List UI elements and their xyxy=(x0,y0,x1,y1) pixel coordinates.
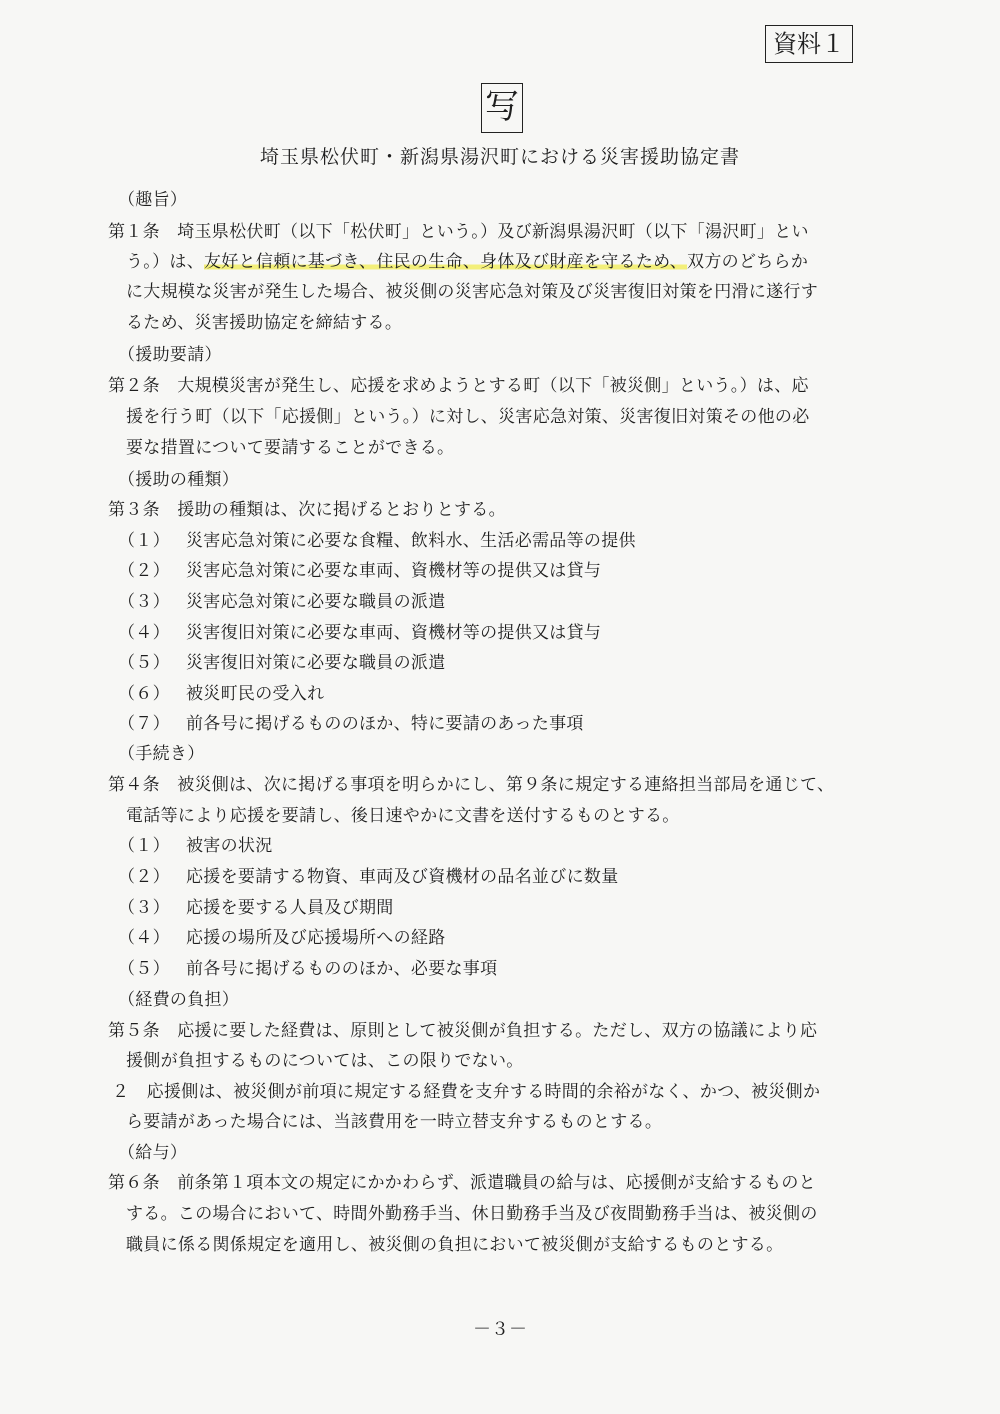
list-item-text: 被害の状況 xyxy=(186,836,273,856)
list-item-number: （２） xyxy=(118,561,170,581)
article-3-caption: （援助の種類） xyxy=(118,470,240,490)
article-1-line: るため、災害援助協定を締結する。 xyxy=(126,313,403,333)
list-item-text: 応援の場所及び応援場所への経路 xyxy=(186,928,446,948)
document-title: 埼玉県松伏町・新潟県湯沢町における災害援助協定書 xyxy=(259,146,740,168)
article-5-line: 援側が負担するものについては、この限りでない。 xyxy=(126,1051,524,1071)
article-2-line: 要な措置について要請することができる。 xyxy=(126,438,455,458)
list-item-text: 災害応急対策に必要な車両、資機材等の提供又は貸与 xyxy=(186,561,602,581)
list-item-text: 前各号に掲げるもののほか、必要な事項 xyxy=(186,959,498,979)
list-item-text: 被災町民の受入れ xyxy=(186,684,325,704)
article-3-line: 第３条 援助の種類は、次に掲げるとおりとする。 xyxy=(108,500,506,520)
list-item-text: 応援を要請する物資、車両及び資機材の品名並びに数量 xyxy=(186,867,619,887)
list-item-number: （１） xyxy=(118,836,170,856)
article-1-caption: （趣旨） xyxy=(118,190,188,210)
list-item-number: （５） xyxy=(118,959,170,979)
article-5-caption: （経費の負担） xyxy=(118,990,240,1010)
document-label-stamp: 資料１ xyxy=(765,25,853,63)
article-1-line: 第１条 埼玉県松伏町（以下「松伏町」という。）及び新潟県湯沢町（以下「湯沢町」とい xyxy=(108,222,809,242)
article-2-caption: （援助要請） xyxy=(118,345,222,365)
list-item-number: （３） xyxy=(118,592,170,612)
article-2-line: 第２条 大規模災害が発生し、応援を求めようとする町（以下「被災側」という。）は、応 xyxy=(108,376,809,396)
article-6-line: 職員に係る関係規定を適用し、被災側の負担において被災側が支給するものとする。 xyxy=(126,1235,784,1255)
article-1-line: に大規模な災害が発生した場合、被災側の災害応急対策及び災害復旧対策を円滑に遂行す xyxy=(126,282,818,302)
article-1-text: う。）は、 xyxy=(126,252,204,272)
list-item-number: （５） xyxy=(118,653,170,673)
page-number: －３－ xyxy=(473,1319,527,1340)
article-6-line: する。この場合において、時間外勤務手当、休日勤務手当及び夜間勤務手当は、被災側の xyxy=(126,1204,818,1224)
article-4-line: 電話等により応援を要請し、後日速やかに文書を送付するものとする。 xyxy=(126,806,680,826)
article-1-line xyxy=(126,247,808,272)
highlighted-text: 友好と信頼に基づき、住民の生命、身体及び財産を守るため、 xyxy=(204,252,688,272)
article-1-text: 双方のどちらか xyxy=(687,252,809,272)
list-item-text: 災害応急対策に必要な食糧、飲料水、生活必需品等の提供 xyxy=(186,531,636,551)
article-4-line: 第４条 被災側は、次に掲げる事項を明らかにし、第９条に規定する連絡担当部局を通じて、 xyxy=(108,775,835,795)
article-2-line: 援を行う町（以下「応援側」という。）に対し、災害応急対策、災害復旧対策その他の必 xyxy=(126,407,810,427)
list-item-text: 災害復旧対策に必要な車両、資機材等の提供又は貸与 xyxy=(186,623,602,643)
list-item-text: 災害復旧対策に必要な職員の派遣 xyxy=(186,653,446,673)
article-5-line: 第５条 応援に要した経費は、原則として被災側が負担する。ただし、双方の協議により応 xyxy=(108,1021,818,1041)
list-item-text: 応援を要する人員及び期間 xyxy=(186,898,394,918)
list-item-text: 前各号に掲げるもののほか、特に要請のあった事項 xyxy=(186,714,584,734)
list-item-text: 災害応急対策に必要な職員の派遣 xyxy=(186,592,446,612)
article-4-caption: （手続き） xyxy=(118,744,205,764)
article-5-paragraph-2-line: ら要請があった場合には、当該費用を一時立替支弁するものとする。 xyxy=(126,1112,663,1132)
article-6-line: 第６条 前条第１項本文の規定にかかわらず、派遣職員の給与は、応援側が支給するものと xyxy=(108,1173,816,1193)
copy-mark-stamp: 写 xyxy=(481,83,523,133)
list-item-number: （４） xyxy=(118,623,170,643)
article-5-paragraph-2-line: ２ 応援側は、被災側が前項に規定する経費を支弁する時間的余裕がなく、かつ、被災側か xyxy=(112,1082,821,1102)
article-6-caption: （給与） xyxy=(118,1143,188,1163)
list-item-number: （３） xyxy=(118,898,170,918)
list-item-number: （１） xyxy=(118,531,170,551)
list-item-number: （６） xyxy=(118,684,170,704)
list-item-number: （４） xyxy=(118,928,170,948)
list-item-number: （７） xyxy=(118,714,170,734)
list-item-number: （２） xyxy=(118,867,170,887)
